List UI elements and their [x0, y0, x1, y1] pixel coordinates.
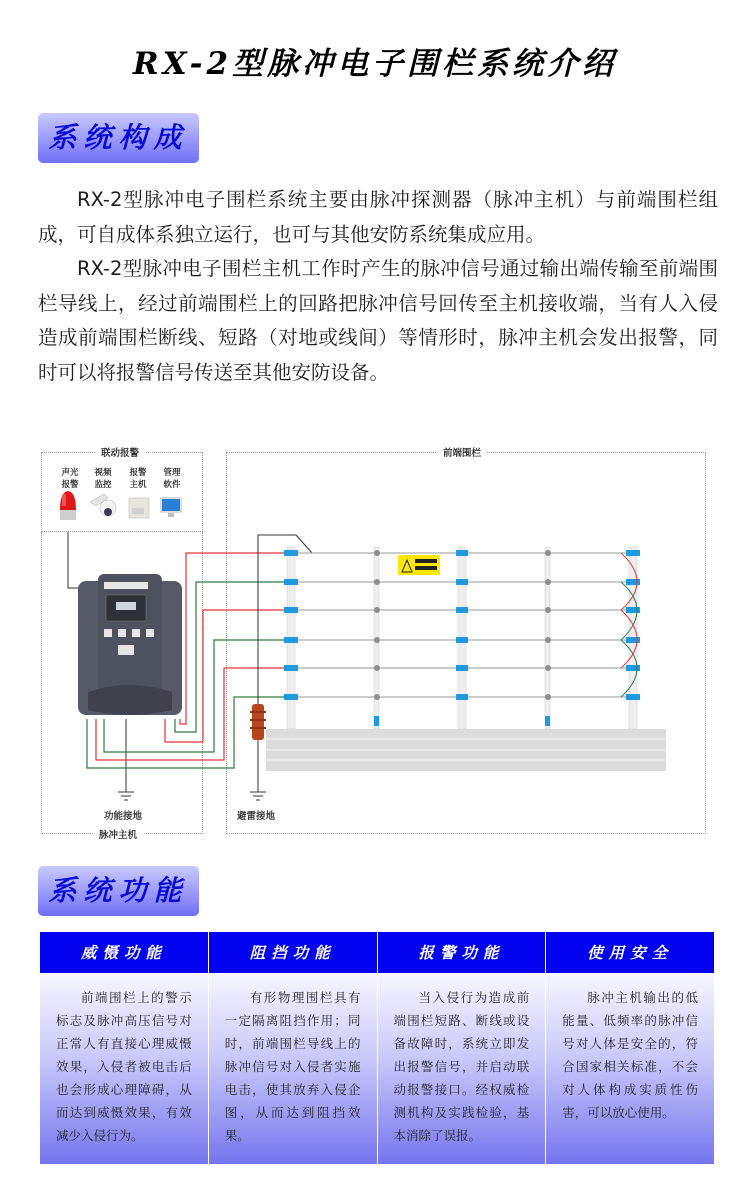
alarm-panel-icon [129, 498, 149, 518]
function-text: 前端围栏上的警示标志及脉冲高压信号对正常人有直接心理威慑效果，入侵者被电击后也会形成心理障碍，从而达到威慑效果，有效减少入侵行为。 [40, 974, 208, 1164]
front-fence-label: 前端围栏 [437, 445, 487, 459]
device-label-software: 管理 软件 [163, 468, 181, 490]
function-title: 报警功能 [378, 932, 546, 973]
device-label-camera: 视频 监控 [94, 468, 112, 490]
linkage-alarm-label: 联动报警 [95, 445, 145, 459]
function-column-alarm [378, 932, 547, 1164]
pulse-host-device [78, 574, 182, 715]
page-title: RX-2型脉冲电子围栏系统介绍 [132, 46, 618, 82]
function-text: 有形物理围栏具有一定隔离阻挡作用；同时，前端围栏导线上的脉冲信号对入侵者实施电击，使其放弃入侵企图，从而达到阻挡效果。 [209, 974, 377, 1164]
function-text: 脉冲主机输出的低能量、低频率的脉冲信号对人体是安全的，符合国家相关标准，不会对人体构成实质性伤害，可以放心使用。 [546, 974, 714, 1164]
diagram-graphics [38, 442, 712, 842]
lightning-arrester-icon [250, 704, 266, 740]
warning-sign [398, 555, 440, 575]
function-title: 阻挡功能 [209, 932, 377, 973]
functions-table [40, 932, 714, 1164]
lightning-ground-label: 避雷接地 [237, 811, 276, 822]
functional-ground-label: 功能接地 [104, 811, 143, 822]
device-label-alarm-host: 报警 主机 [129, 468, 147, 490]
function-column-deterrence [40, 932, 209, 1164]
composition-paragraph-1: RX-2型脉冲电子围栏系统主要由脉冲探测器（脉冲主机）与前端围栏组成，可自成体系独立运行，也可与其他安防系统集成应用。 [38, 188, 718, 246]
composition-description [38, 183, 718, 390]
function-column-safety [546, 932, 714, 1164]
function-column-blocking [209, 932, 378, 1164]
dome-camera-icon [90, 494, 116, 516]
section-heading-composition: 系统构成 [38, 113, 199, 163]
function-title: 威慑功能 [40, 932, 208, 973]
function-text: 当入侵行为造成前端围栏短路、断线或设备故障时，系统立即发出报警信号，并启动联动报警接口。经权威检测机构及实践检验，基本消除了误报。 [378, 974, 546, 1164]
siren-icon [60, 491, 76, 520]
device-label-siren: 声光 报警 [61, 468, 79, 490]
brick-wall [266, 729, 666, 771]
system-diagram [38, 442, 712, 842]
section-heading-functions: 系统功能 [38, 866, 199, 916]
function-title: 使用安全 [546, 932, 714, 973]
composition-paragraph-2: RX-2型脉冲电子围栏主机工作时产生的脉冲信号通过输出端传输至前端围栏导线上，经过前端围栏上的回路把脉冲信号回传至主机接收端，当有人入侵造成前端围栏断线、短路（对地或线间）等情形时，脉冲主机会发出报警，同时可以将报警信号传送至其他安防设备。 [38, 257, 718, 384]
pulse-host-label: 脉冲主机 [93, 827, 143, 841]
monitor-icon [160, 497, 182, 517]
